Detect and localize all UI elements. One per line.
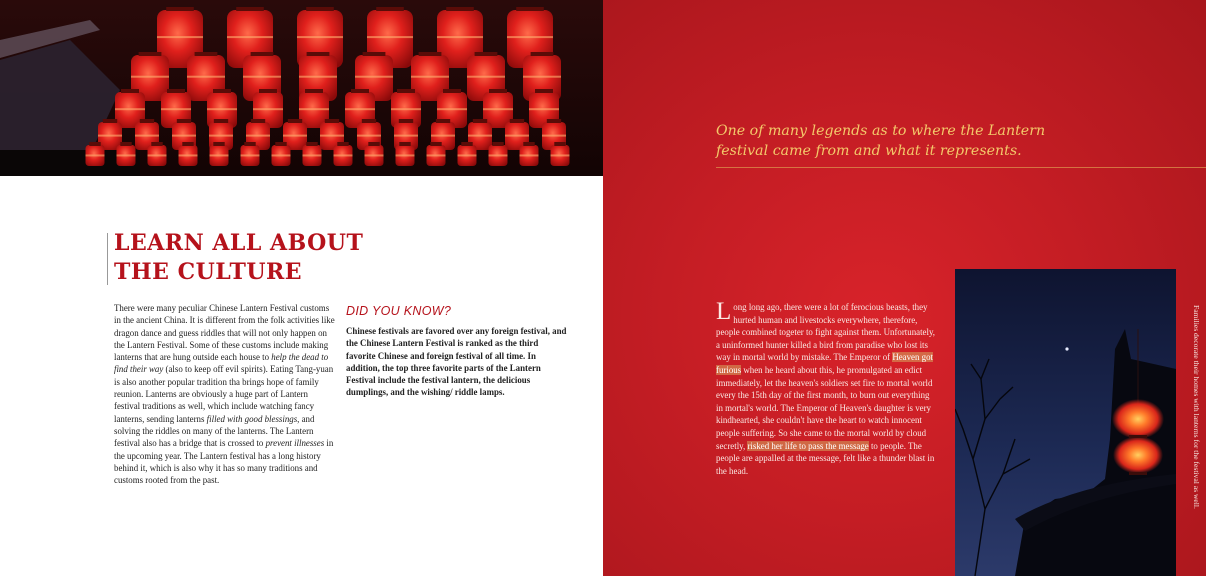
story-text: to people. The people are appalled at the message, felt like a thunder blast in the head.: [716, 440, 935, 476]
quote-rule: [716, 167, 1206, 168]
lantern-shape: [520, 142, 539, 166]
emphasis-text: help the dead to find their way: [114, 352, 329, 375]
story-text: ong long ago, there were a lot of ferocious beasts, they hurted human and livestocks everywhere, therefore, people combined togeter to fight against them. Unfortunately, a uninformed hunter killed a bird from paradise who lost its way in mortal world by mistake. The Emperor of: [716, 302, 936, 363]
page-heading: [114, 229, 414, 287]
lantern-shape: [365, 142, 384, 166]
emphasis-text: filled with good blessings: [206, 413, 298, 424]
legend-story-body: [716, 298, 936, 476]
heading-rule: [107, 233, 108, 285]
lantern-shape: [117, 142, 136, 166]
lantern-shape: [427, 142, 446, 166]
lantern-shape: [458, 142, 477, 166]
right-page: [603, 0, 1206, 576]
lanterns-photo: [0, 0, 603, 176]
lantern-shape: [551, 142, 570, 166]
intro-text: in the upcoming year. The Lantern festival has a long history behind it, which is also why it has so many traditions and customs rooted from the past.: [114, 438, 334, 486]
intro-paragraph: [114, 302, 336, 486]
intro-text: There were many peculiar Chinese Lantern Festival customs in the ancient China. It is different from the folk activities like dragon dance and guess riddles that will not only happen on the Lantern Festival. Some of these customs include making lanterns that are hung outside each house to: [114, 303, 335, 363]
lantern-shape: [334, 142, 353, 166]
did-you-know-body: Chinese festivals are favored over any foreign festival, and the Chinese Lantern Festival is ranked as the third favorite Chinese and foreign festival of all time. In addition, the top three favorite parts of the Lantern Festival include the festival lantern, the delicious dumplings, and the wishing/ riddle lamps.: [346, 326, 567, 398]
intro-text: (also to keep off evil spirits). Eating Tang-yuan is also another popular tradition tha brings hope of family reunion. Lanterns are obviously a huge part of Lantern festival traditions as well, which include watching fancy lanterns, sending lanterns: [114, 364, 334, 424]
side-caption: [1192, 305, 1204, 535]
lantern-shape: [86, 142, 105, 166]
pull-quote: One of many legends as to where the Lantern festival came from and what it represents.: [716, 123, 1046, 159]
side-caption-text: Families decorate their homes with lanterns for the festival as well.: [1192, 305, 1201, 509]
lantern-shape: [303, 142, 322, 166]
did-you-know-title: DID YOU KNOW?: [346, 304, 452, 318]
night-lanterns-image: [955, 269, 1176, 576]
lantern-shape: [241, 142, 260, 166]
drop-cap: L: [716, 298, 732, 325]
story-text: when he heard about this, he promulgated an edict immediately, let the heaven's soldiers set fire to mortal world every the 15th day of the first month, to burn out everything in mortal's world. The Emperor of Heaven's daughter is very kindhearted, she couldn't have the heart to watch innocent people suffering. So she came to the mortal world by cloud secretly,: [716, 364, 933, 451]
heading-line-1: LEARN ALL ABOUT: [114, 230, 364, 256]
night-lanterns-photo: [955, 269, 1176, 576]
legend-story: [716, 298, 936, 477]
red-lanterns-image: [0, 0, 603, 176]
highlighted-phrase: risked her life to pass the message: [747, 440, 869, 451]
highlighted-phrase: Heaven got furious: [716, 352, 933, 375]
lantern-shape: [210, 142, 229, 166]
heading-line-2: THE CULTURE: [114, 259, 303, 285]
lantern-shape: [148, 142, 167, 166]
intro-text: , and solving the riddles on many of the lanterns. The Lantern festival also has a bridge that is crossed to: [114, 413, 315, 449]
emphasis-text: prevent illnesses: [265, 438, 325, 449]
lantern-shape: [396, 142, 415, 166]
lantern-shape: [179, 142, 198, 166]
lantern-shape: [489, 142, 508, 166]
lantern-shape: [272, 142, 291, 166]
